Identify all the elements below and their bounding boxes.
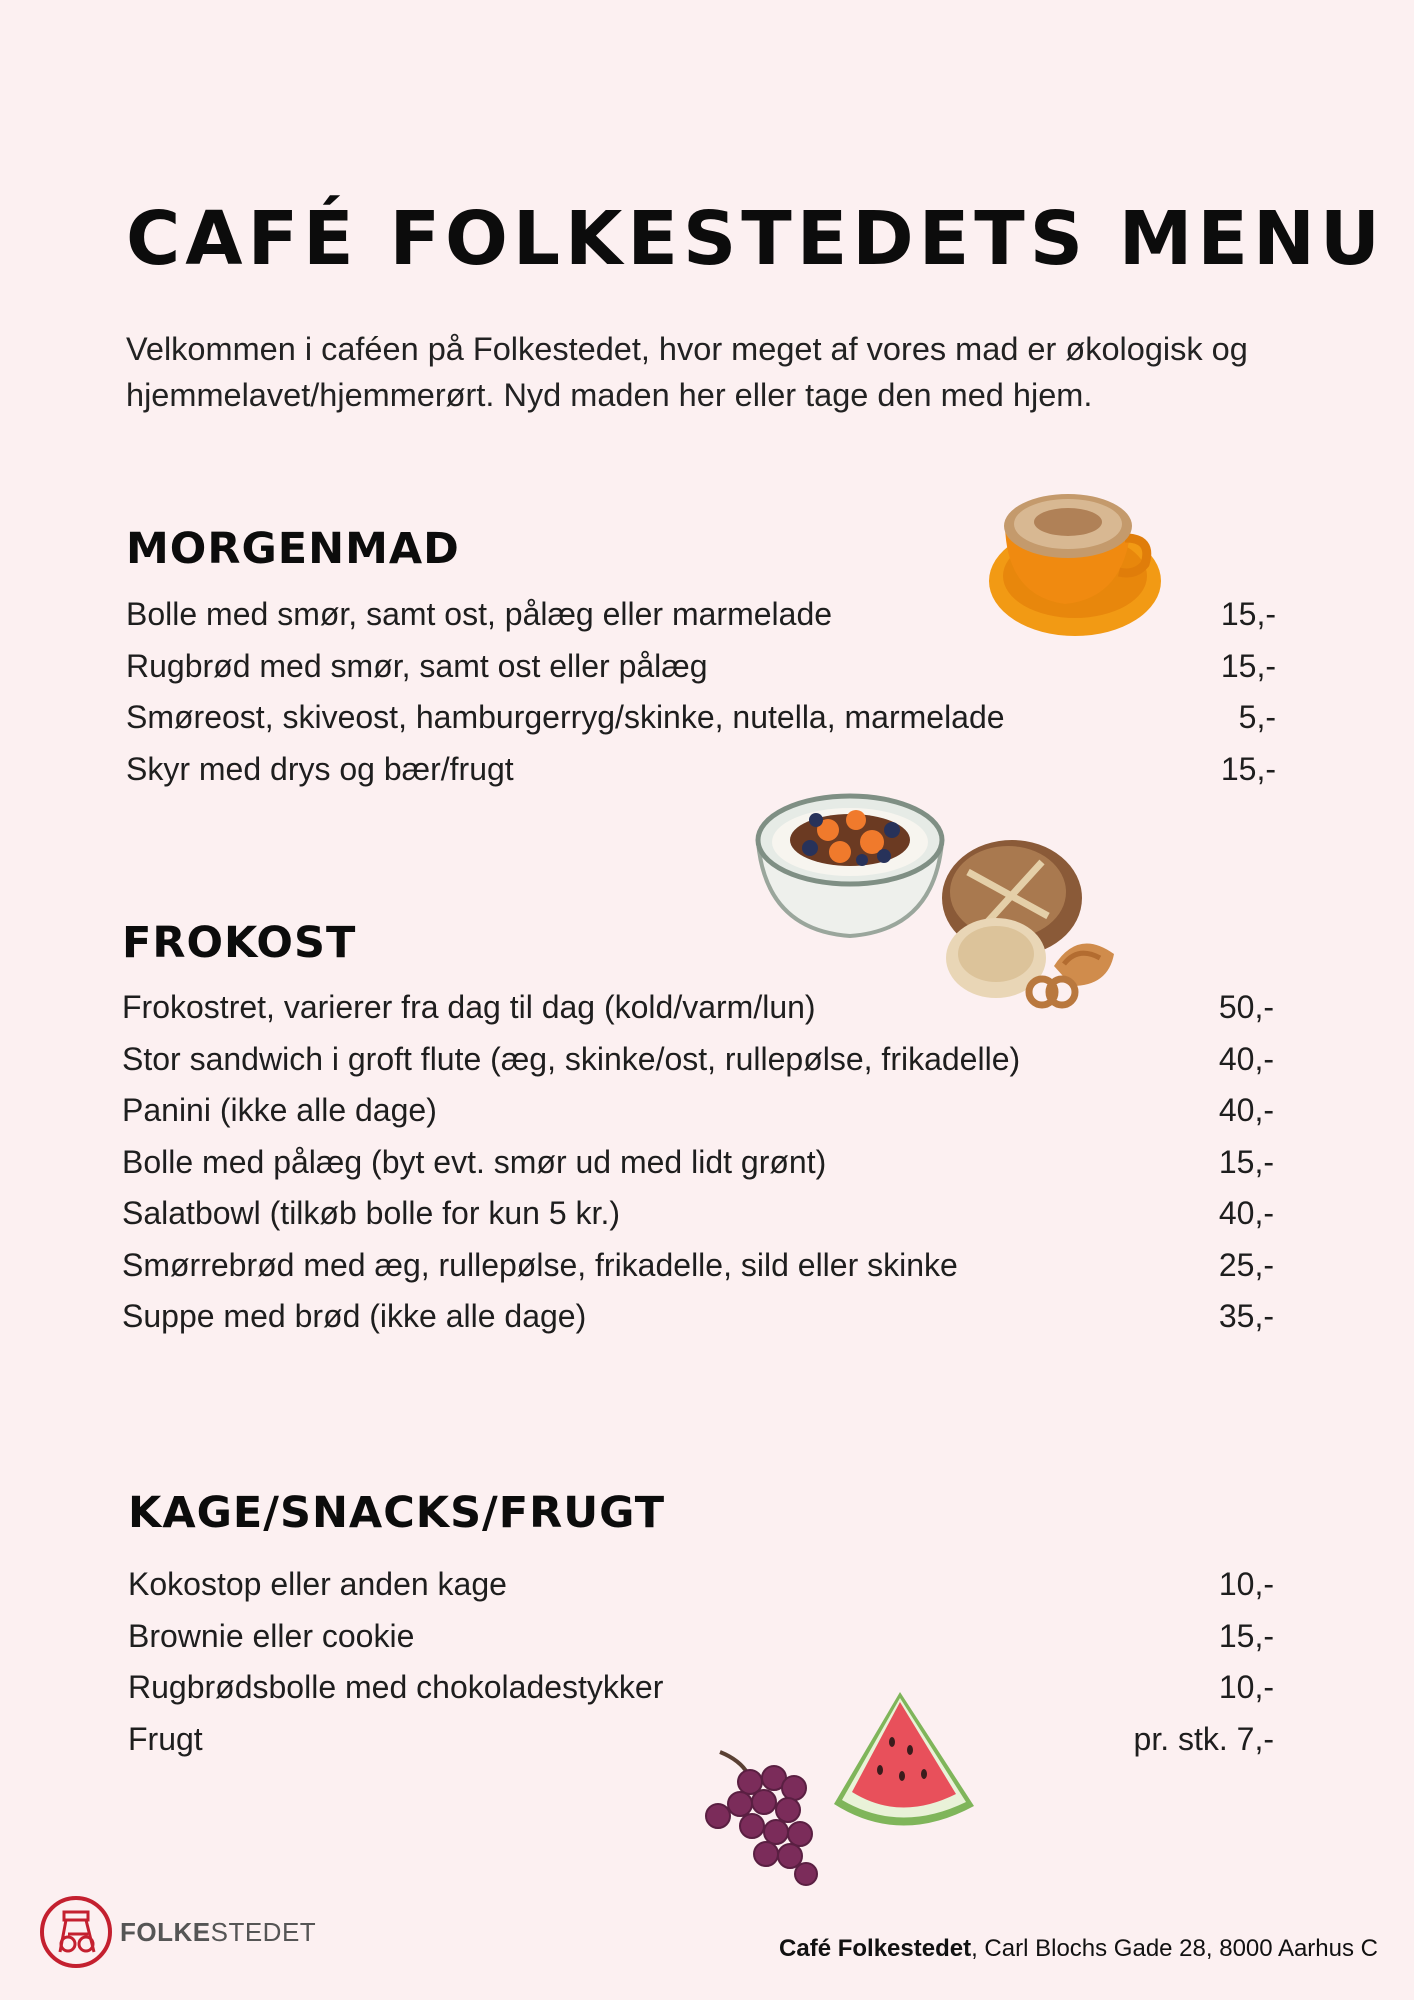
item-price: 35,- xyxy=(1218,1298,1274,1334)
item-name: Skyr med drys og bær/frugt xyxy=(126,750,514,787)
item-name: Bolle med smør, samt ost, pålæg eller marmelade xyxy=(126,596,833,632)
item-name: Smøreost, skiveost, hamburgerryg/skinke, nutella, marmelade xyxy=(126,699,1005,735)
section-title-frokost: FROKOST xyxy=(122,918,357,968)
section-title-kage: KAGE/SNACKS/FRUGT xyxy=(128,1488,666,1538)
item-name: Brownie eller cookie xyxy=(128,1617,415,1654)
folkestedet-logo-icon xyxy=(38,1890,114,1974)
skyr-bowl-icon xyxy=(752,790,948,940)
item-name: Salatbowl (tilkøb bolle for kun 5 kr.) xyxy=(122,1195,620,1231)
item-price: 50,- xyxy=(1218,989,1274,1025)
coffee-cup-icon xyxy=(985,476,1165,646)
menu-item xyxy=(122,1298,1274,1350)
item-price: pr. stk. 7,- xyxy=(1133,1720,1274,1757)
item-price: 40,- xyxy=(1218,1040,1274,1077)
item-price: 15,- xyxy=(1220,750,1276,787)
grapes-icon xyxy=(700,1748,832,1888)
item-name: Smørrebrød med æg, rullepølse, frikadelle, sild eller skinke xyxy=(122,1246,958,1283)
footer-address xyxy=(779,1935,1378,1963)
footer-address-text: , Carl Blochs Gade 28, 8000 Aarhus C xyxy=(971,1935,1378,1962)
menu-item xyxy=(122,1195,1274,1247)
item-name: Kokostop eller anden kage xyxy=(128,1566,507,1602)
menu-item xyxy=(122,1041,1274,1093)
page-title: CAFÉ FOLKESTEDETS MENU xyxy=(126,196,1385,282)
item-name: Rugbrød med smør, samt ost eller pålæg xyxy=(126,647,708,684)
frokost-list xyxy=(122,989,1274,1350)
intro-text: Velkommen i caféen på Folkestedet, hvor meget af vores mad er økologisk og hjemmelavet/hjemmerørt. Nyd maden her eller tage den med hjem. xyxy=(126,331,1248,413)
item-name: Bolle med pålæg (byt evt. smør ud med lidt grønt) xyxy=(122,1143,827,1180)
menu-item xyxy=(122,1247,1274,1299)
item-price: 5,- xyxy=(1238,699,1276,735)
logo-text xyxy=(120,1917,316,1948)
item-name: Rugbrødsbolle med chokoladestykker xyxy=(128,1669,664,1705)
item-name: Suppe med brød (ikke alle dage) xyxy=(122,1298,587,1334)
item-price: 10,- xyxy=(1218,1669,1274,1705)
menu-item xyxy=(122,1092,1274,1144)
item-price: 10,- xyxy=(1218,1566,1274,1602)
item-name: Stor sandwich i groft flute (æg, skinke/ost, rullepølse, frikadelle) xyxy=(122,1040,1021,1077)
section-title-morgenmad: MORGENMAD xyxy=(126,524,460,574)
menu-item xyxy=(122,1144,1274,1196)
logo-text-rest: STEDET xyxy=(210,1916,317,1947)
item-price: 15,- xyxy=(1220,596,1276,632)
item-price: 40,- xyxy=(1218,1092,1274,1128)
menu-item xyxy=(126,699,1276,751)
item-price: 15,- xyxy=(1218,1143,1274,1180)
folkestedet-logo xyxy=(38,1890,316,1974)
kage-list xyxy=(128,1566,1274,1772)
item-name: Frugt xyxy=(128,1720,203,1757)
logo-text-bold: FOLKE xyxy=(120,1916,211,1947)
menu-item xyxy=(128,1566,1274,1618)
footer-cafe-name: Café Folkestedet xyxy=(779,1935,972,1962)
item-price: 40,- xyxy=(1218,1195,1274,1231)
menu-item xyxy=(126,648,1276,700)
item-price: 15,- xyxy=(1218,1617,1274,1654)
menu-item xyxy=(128,1618,1274,1670)
bread-icon xyxy=(938,836,1124,1012)
watermelon-icon xyxy=(830,1688,980,1840)
menu-item xyxy=(126,751,1276,803)
item-price: 15,- xyxy=(1220,647,1276,684)
menu-item xyxy=(128,1669,1274,1721)
item-name: Panini (ikke alle dage) xyxy=(122,1092,437,1128)
item-price: 25,- xyxy=(1218,1246,1274,1283)
item-name: Frokostret, varierer fra dag til dag (kold/varm/lun) xyxy=(122,989,816,1025)
